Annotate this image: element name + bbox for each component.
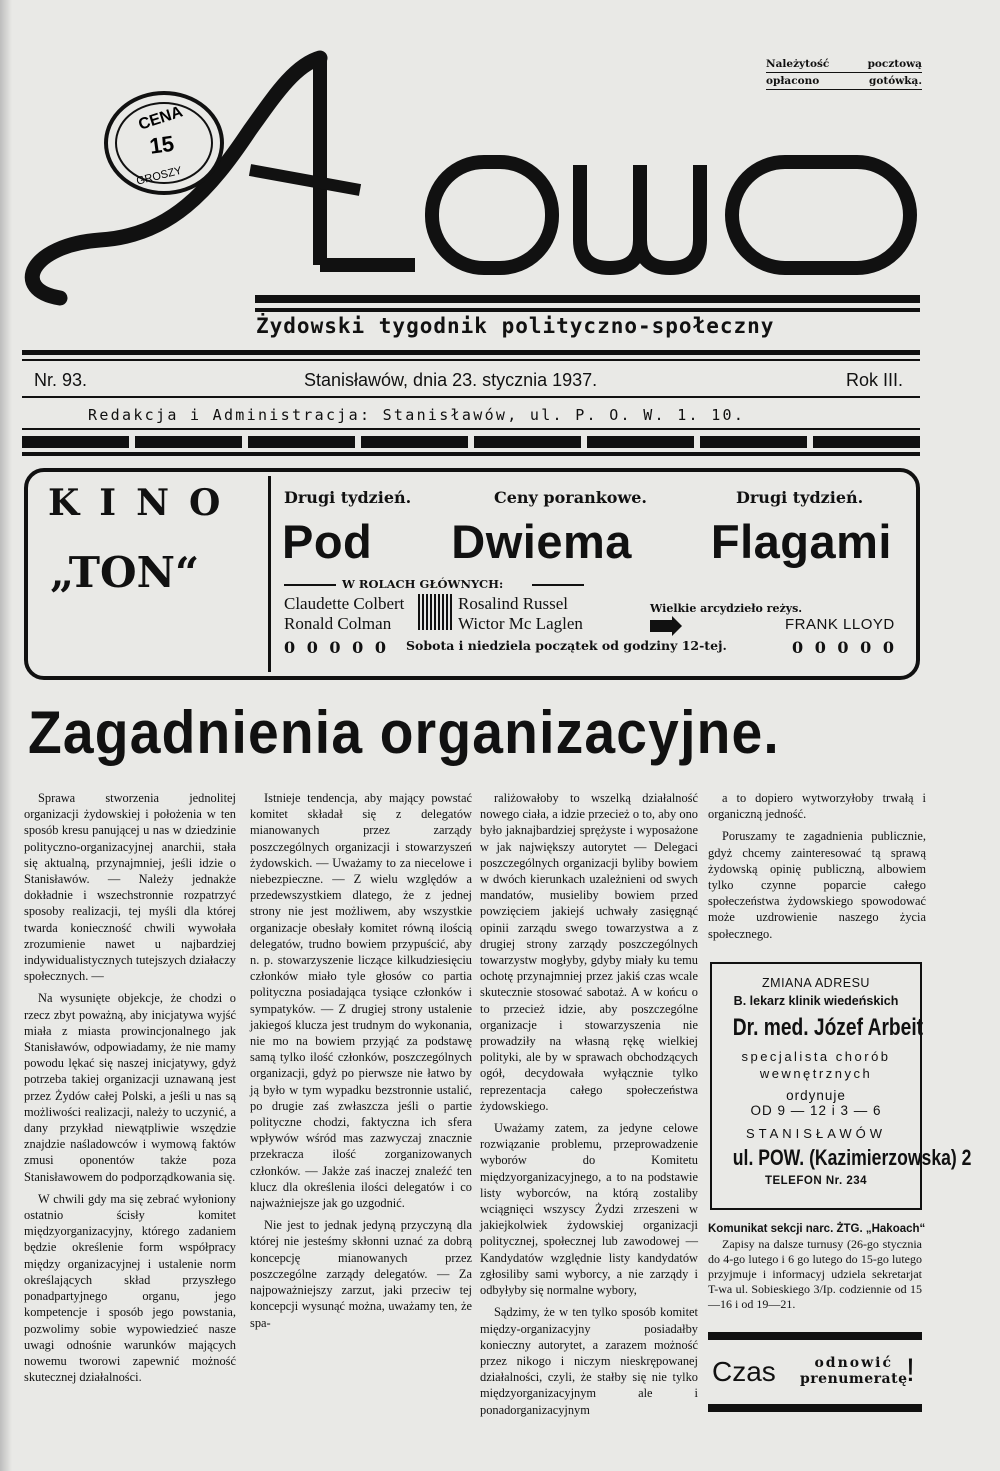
roles-label: W ROLACH GŁÓWNYCH:: [342, 577, 504, 591]
price-stamp: [100, 88, 228, 198]
second-week-right: Drugi tydzień.: [736, 488, 864, 507]
street-address: ul. POW. (Kazimierzowska) 2: [732, 1145, 972, 1170]
city: STANISŁAWÓW: [745, 1126, 887, 1141]
divider: [22, 452, 920, 456]
masterpiece-note: Wielkie arcydzieło reżys.: [650, 602, 803, 615]
actor-name: Wictor Mc Laglen: [458, 614, 583, 633]
film-title-word: Flagami: [710, 515, 892, 568]
prices-note: Ceny porankowe.: [494, 488, 647, 507]
ad-vertical-rule: [268, 476, 271, 672]
paragraph: W chwili gdy ma się zebrać wyłoniony ostatnio ścisły komitet międzyorganizacyjny, którego zadaniem będzie określenie form współpracy między organizacyjnej i ustalenie norm określających skład przyszłego ponadpartyjnego organu, jego kompetencje i sposób jego powstania, pozwolimy sobie wypowiedzieć nasze uwagi odnośnie warunków mających nowemu tworowi zapewnić możność skutecznej działalności.: [24, 1191, 236, 1385]
film-title-word: Dwiema: [451, 515, 632, 568]
doctor-advertisement: [710, 962, 972, 1210]
doctor-specialty: [712, 1048, 920, 1082]
paragraph: raliżowałoby to wszelką działalność nowego ciała, a idzie przecież o to, aby ono było jaknajbardziej sprężyste i wyposażone w jak największy autorytet — Delegaci poszczególnych organizacji byliby bowiem w dwóch kierunkach uzależnieni od swych mandatów, musieliby bowiem przed powzięciem jakiejś uchwały zasięgnąć opinii zarządu swego towarzystwa a z drugiej strony zarządy poszczególnych towarzystw mogłyby, gdyby miały ku temu ochotę przynajmniej przez jakiś czas wcale skutecznie stosować sabotaż. A w końcu o to przecież idzie, aby poszczególne organizacje i stowarzyszenia nie prowadziły na własną rękę wielkiej polityki, ale by w sprawach obchodzących ogół, decydowała wyłącznie tylko reprezentacja całego społeczeństwa żydowskiego.: [480, 791, 698, 1113]
actor-name: Claudette Colbert: [284, 594, 405, 613]
divider: [22, 359, 920, 361]
stamp-top-text: CENA: [136, 103, 185, 134]
hours-value: OD 9 — 12 i 3 — 6: [750, 1103, 882, 1118]
postal-line-1: Należytość pocztową: [766, 56, 922, 73]
article-headline: Zagadnienia organizacyjne.: [28, 699, 780, 766]
page-edge-shadow: [0, 0, 12, 1471]
paragraph: Poruszamy te zagadnienia publicznie, gdyż chcemy zainteresować tą sprawą żydowską opinię publiczną, albowiem tylko czynne poparcie całego społeczeństwa żydowskiego spowodować może uzdrowienie naszego życia społecznego.: [708, 829, 926, 941]
doctor-credentials: B. lekarz klinik wiedeńskich: [733, 994, 899, 1008]
roles-rule: [284, 584, 336, 586]
renewal-prenumerate: prenumeratę: [800, 1371, 908, 1387]
paragraph: Istnieje tendencja, aby mający powstać komitet składał się z delegatów mianowanych przez zarządy poszczególnych organizacji i stowarzyszeń żydowskich. — Uważamy to za niecelowe i niebezpieczne. — Z wielu względów a przedewszystkiem dlatego, że z jednej strony nie jest możliwem, aby wszystkie organizacje obesłały komitet równą ilością delegatów, trudno bowiem przypuścić, aby n. p. stowarzyszenie liczące kilkudziesięciu członków miało tyle głosów co partia polityczna posiadająca tysiące członków i sympatyków. — Z drugiej strony ustalenie jakiegoś klucza jest trudnym do wykonania, nie mo na bowiem przyjąć za podstawę samą tylko ilość członków, poszczególnych organizacji, gdyż po pierwsze nie łatwo by ją było w tym wypadku bezstronnie ustalić, po drugie zaś zwłaszcza jeśli o partie polityczne chodzi, faktyczna ich sfera wpływów wśród mas zazwyczaj znacznie przekracza ilość zorganizowanych członków. — Jakże zaś inaczej znaleźć ten klucz dla określenia ilości delegatów i co najważniejsze jak go uzgodnić.: [250, 791, 472, 1211]
divider: [22, 350, 920, 355]
film-title-word: Pod: [282, 515, 373, 568]
editorial-address: Redakcja i Administracja: Stanisławów, ul. P. O. W. 1. 10.: [88, 406, 746, 424]
paragraph: Nie jest to jednak jedyną przyczyną dla której nie jesteśmy skłonni uznać za dobrą koncepcję mianowanych przez poszczególne zarządy delegatów. — Za najpoważniejszy zarzut, jaki przeciw tej koncepcji wysunąć można, uważamy ten, że spa-: [250, 1218, 472, 1330]
director-name: FRANK LLOYD: [785, 616, 895, 633]
actor-name: Ronald Colman: [284, 614, 392, 633]
stamp-bottom-text: GROSZY: [135, 164, 184, 188]
decorative-circles-right: 0 0 0 0 0: [792, 638, 897, 657]
dateline: Stanisławów, dnia 23. stycznia 1937.: [304, 370, 598, 390]
specialty-line: wewnętrznych: [759, 1066, 873, 1081]
article-column-2: [250, 790, 472, 1337]
dashed-divider: [22, 436, 920, 448]
paragraph: a to dopiero wytworzyłoby trwałą i organiczną jedność.: [708, 791, 926, 822]
issue-number: Nr. 93.: [34, 370, 88, 390]
decorative-circles-left: 0 0 0 0 0: [284, 638, 389, 657]
renewal-odnowic: odnowić: [814, 1355, 894, 1371]
divider: [708, 1332, 922, 1340]
paragraph: Sądzimy, że w ten tylko sposób komitet między-organizacyjny posiadałby konieczny autorytet, a zarazem możność przez nikogo i niczym nieskrępowanej działalności, czyli, że stałby się nie tylko międzyorganizacyjnym ale i ponadorganizacyjnym: [480, 1305, 698, 1417]
phone-number: TELEFON Nr. 234: [764, 1175, 868, 1187]
address-change-label: ZMIANA ADRESU: [762, 976, 870, 990]
masthead-title-text: Łowo: [20, 40, 23, 41]
second-week-left: Drugi tydzień.: [284, 488, 412, 507]
divider: [22, 396, 920, 398]
renewal-text: [800, 1355, 907, 1387]
stamp-value: 15: [147, 130, 176, 159]
divider: [22, 428, 920, 430]
specialty-line: specjalista chorób: [741, 1049, 891, 1064]
divider: [708, 1404, 922, 1412]
notice-heading: Komunikat sekcji narc. ŻTG. „Hakoach“: [708, 1223, 926, 1235]
hakoach-notice: [708, 1222, 926, 1312]
renewal-exclamation: !: [906, 1352, 915, 1388]
doctor-name: Dr. med. Józef Arbeit: [732, 1014, 924, 1041]
arrow-icon: [650, 620, 672, 632]
masthead-subtitle: Żydowski tygodnik polityczno-społeczny: [256, 314, 775, 338]
year: Rok III.: [846, 370, 904, 390]
paragraph: Sprawa stworzenia jednolitej organizacji żydowskiej i położenia w ten sposób kresu panującej u nas w dziedzinie polityczno-organizacyjnej anarchii, stała się aktualną, przynajmniej, jeśli idzie o Stanisławów. — Należy jednakże dokładnie i wszechstronnie rozpatrzyć sposoby realizacji, tej myśli dla której twarda konieczność chwili wywołała zrozumienie nawet u najbardziej indywidualistycznych tutejszych działaczy społecznych. —: [24, 791, 236, 984]
notice-body: Zapisy na dalsze turnusy (26-go stycznia do 4-go lutego i 6 go lutego do 15-go lutego przyjmuje i informacyj udziela sekretarjat T-wa ul. Sobieskiego 3/Ip. codziennie od 15—16 i od 19—21.: [708, 1237, 922, 1311]
paragraph: Uważamy zatem, za jedyne celowe rozwiązanie problemu, przeprowadzenie wyborów do Komitetu międzyorganizacyjnego, a to na podstawie listy wyborców, na którą zostaliby wciągnięci wszyscy Żydzi zrzeszeni w jakiejkolwiek żydowskiej organizacji politycznej, społecznej lub zawodowej — Kandydatów względnie listy kandydatów zgłosiliby sami wyborcy, a nie zarządy i odbyłyby się normalne wybory,: [480, 1121, 698, 1298]
renewal-czas: Czas: [712, 1356, 776, 1387]
cinema-name: „TON“: [50, 548, 200, 597]
actor-name: Rosalind Russel: [458, 594, 569, 613]
roles-rule: [532, 584, 584, 586]
office-hours: [712, 1088, 920, 1118]
schedule: Sobota i niedziela początek od godziny 12-tej.: [406, 638, 727, 653]
decorative-stripes: [418, 594, 454, 630]
postal-note: [766, 56, 922, 90]
paragraph: Na wysunięte objekcje, że chodzi o rzecz zbyt poważną, aby inicjatywa wyjść miała z miasta prowincjonalnego jak Stanisławów, odpowiadamy, że nie mamy powodu lękać się naszej inicjatywy, gdyż potrzeba takiej organizacji uznawaną jest przez Żydów całej Polski, a jeśli u nas są możliwości realizacji, należy to uczynić, a dany przykład niewątpliwie wszędzie znajdzie naśladowców i wymową faktów zmusi oponentów także poza Stanisławowem do podporządkowania się.: [24, 991, 236, 1184]
kino-label: KINO: [48, 482, 241, 524]
article-column-3: [480, 790, 698, 1424]
film-title: [282, 514, 892, 569]
hours-label: ordynuje: [786, 1088, 846, 1103]
postal-line-2: opłacono gotówką.: [766, 73, 922, 90]
article-column-1: [24, 790, 236, 1391]
article-column-4: [708, 790, 926, 948]
